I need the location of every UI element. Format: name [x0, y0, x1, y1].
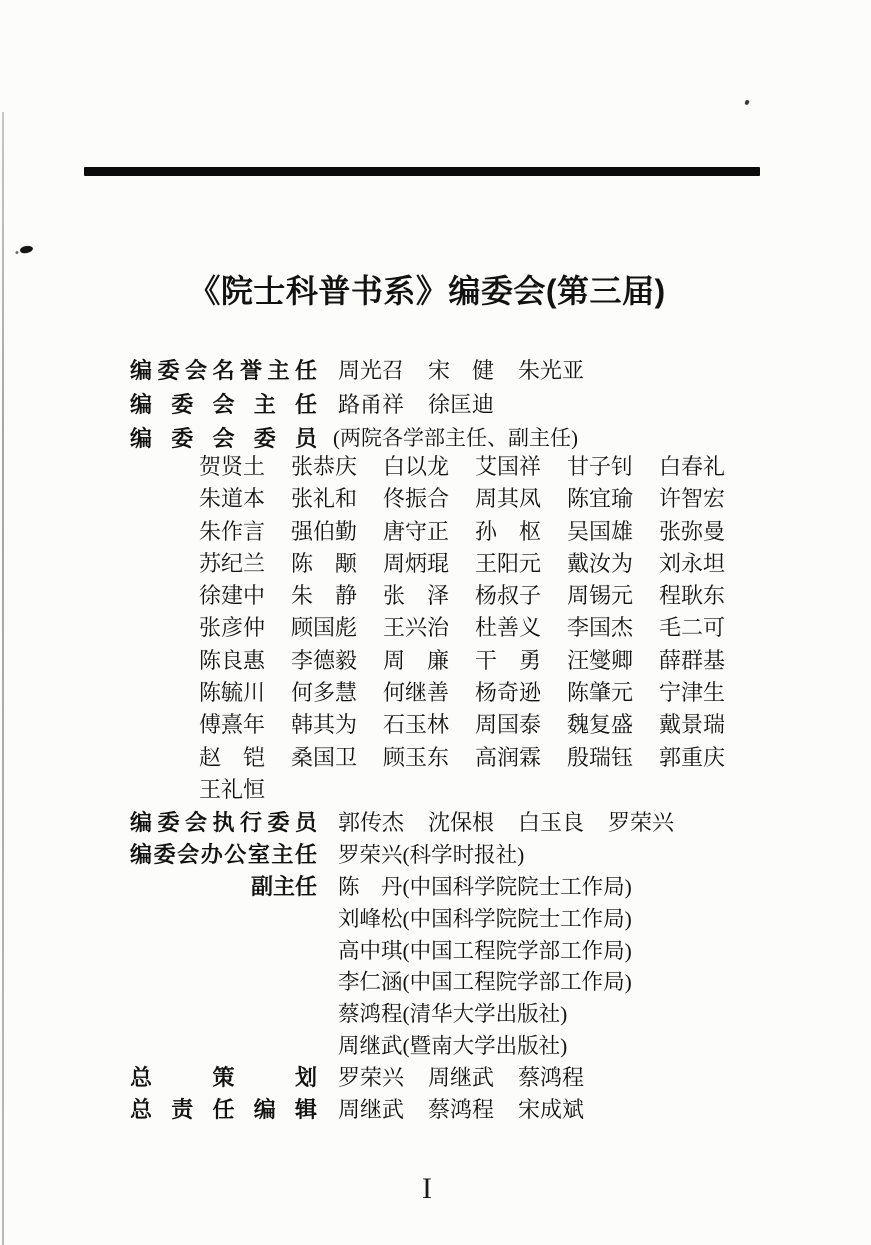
chief-editors-row: [130, 1092, 770, 1124]
chief-editors-label: 总责任编辑: [130, 1096, 317, 1122]
person-name: 苏纪兰: [199, 550, 266, 576]
deputy-director-entry: 周继武(暨南大学出版社): [338, 1033, 568, 1058]
person-name: 戴汝为: [567, 550, 634, 576]
deputy-director-row: [130, 965, 770, 997]
person-name: 蔡鸿程: [518, 1064, 585, 1090]
executive-members-row: [130, 806, 770, 838]
person-name: 白春礼: [659, 454, 726, 479]
person-name: 徐建中: [199, 583, 266, 609]
chairs-label: 编委会主任: [130, 391, 317, 417]
person-name: 张彦仲: [199, 615, 266, 641]
executive-members-names: [338, 806, 674, 837]
person-name: 李国杰: [567, 615, 634, 641]
members-row: [130, 420, 760, 454]
person-name: 郭重庆: [659, 744, 726, 770]
committee-header-rows: [130, 352, 760, 454]
person-name: 周继武: [428, 1064, 495, 1090]
person-name: 朱道本: [199, 486, 266, 512]
person-name: 徐匡迪: [428, 391, 495, 417]
ink-speck: [744, 99, 749, 105]
members-name-grid: [199, 451, 725, 806]
executive-members-label: 编委会执行委员: [130, 810, 317, 836]
person-name: 何继善: [383, 680, 450, 706]
deputy-director-entry: 李仁涵(中国工程院学部工作局): [338, 970, 632, 995]
person-name: 杨叔子: [475, 583, 542, 609]
person-name: 路甬祥: [338, 391, 405, 417]
person-name: 王兴治: [383, 615, 450, 641]
chairs-row: [130, 386, 760, 420]
chief-planner-names: [338, 1061, 584, 1092]
person-name: 顾国彪: [291, 615, 358, 641]
person-name: 周光召: [338, 357, 405, 383]
person-name: 朱 静: [291, 583, 358, 609]
person-name: 傅熹年: [199, 712, 266, 738]
person-name: 何多慧: [291, 680, 358, 706]
person-name: 罗荣兴: [608, 810, 675, 836]
office-director-label: 编委会办公室主任: [130, 842, 317, 868]
person-name: 唐守正: [383, 518, 450, 544]
person-name: 张 泽: [383, 583, 450, 609]
person-name: 周继武: [338, 1096, 405, 1122]
person-name: 陈良惠: [199, 647, 266, 673]
divider-rule: [84, 167, 760, 176]
deputy-director-entry: 刘峰松(中国科学院院士工作局): [338, 906, 632, 931]
person-name: 吴国雄: [567, 518, 634, 544]
chief-planner-row: [130, 1060, 770, 1092]
person-name: 贺贤土: [199, 454, 266, 479]
person-name: 石玉林: [383, 712, 450, 738]
chief-planner-label: 总策划: [130, 1064, 317, 1090]
person-name: 张恭庆: [291, 454, 358, 479]
members-label: 编委会委员: [130, 425, 317, 451]
person-name: 甘子钊: [567, 454, 634, 479]
scan-edge-line: [2, 112, 4, 1245]
person-name: 刘永坦: [659, 550, 726, 576]
person-name: 魏复盛: [567, 712, 634, 738]
person-name: 陈肇元: [567, 680, 634, 706]
person-name: 许智宏: [659, 486, 726, 512]
person-name: 王阳元: [475, 550, 542, 576]
person-name: 宁津生: [659, 680, 726, 706]
person-name: 顾玉东: [383, 744, 450, 770]
person-name: 强伯勤: [291, 518, 358, 544]
person-name: 高润霖: [475, 744, 542, 770]
person-name: 宋成斌: [518, 1096, 585, 1122]
person-name: 薛群基: [659, 647, 726, 673]
page-title: 《院士科普书系》编委会(第三届): [188, 273, 666, 309]
person-name: 杜善义: [475, 615, 542, 641]
person-name: 蔡鸿程: [428, 1096, 495, 1122]
person-name: 沈保根: [428, 810, 495, 836]
deputy-directors-label: 副主任: [250, 873, 317, 899]
honorary-chairs-row: [130, 352, 760, 386]
person-name: 周其凤: [475, 486, 542, 512]
person-name: 桑国卫: [291, 744, 358, 770]
person-name: 王礼恒: [199, 776, 266, 802]
person-name: 干 勇: [475, 647, 542, 673]
person-name: 朱光亚: [518, 357, 585, 383]
deputy-director-row: [130, 997, 770, 1029]
person-name: 朱作言: [199, 518, 266, 544]
person-name: 韩其为: [291, 712, 358, 738]
person-name: 陈毓川: [199, 680, 266, 706]
deputy-director-row: [130, 933, 770, 965]
person-name: 佟振合: [383, 486, 450, 512]
honorary-chairs-names: [338, 354, 584, 385]
person-name: 杨奇逊: [475, 680, 542, 706]
person-name: 周锡元: [567, 583, 634, 609]
ink-blot-mark: [19, 245, 33, 255]
person-name: 周炳琨: [383, 550, 450, 576]
person-name: 张礼和: [291, 486, 358, 512]
person-name: 戴景瑞: [659, 712, 726, 738]
person-name: 宋 健: [428, 357, 495, 383]
chief-editors-names: [338, 1093, 584, 1124]
person-name: 殷瑞钰: [567, 744, 634, 770]
person-name: 陈宜瑜: [567, 486, 634, 512]
deputy-director-entry: 陈 丹(中国科学院院士工作局): [338, 874, 632, 899]
deputy-director-entry: 蔡鸿程(清华大学出版社): [338, 1002, 568, 1027]
person-name: 白玉良: [518, 810, 585, 836]
members-note: (两院各学部主任、副主任): [333, 426, 578, 450]
chairs-names: [338, 388, 494, 419]
person-name: 孙 枢: [475, 518, 542, 544]
deputy-director-entry: 高中琪(中国工程院学部工作局): [338, 938, 632, 963]
office-director-entry: 罗荣兴(科学时报社): [338, 843, 525, 868]
person-name: 周 廉: [383, 647, 450, 673]
person-name: 李德毅: [291, 647, 358, 673]
person-name: 周国泰: [475, 712, 542, 738]
person-name: 汪燮卿: [567, 647, 634, 673]
person-name: 白以龙: [383, 454, 450, 479]
person-name: 张弥曼: [659, 518, 726, 544]
person-name: 赵 铠: [199, 744, 266, 770]
deputy-director-row: [130, 1029, 770, 1061]
honorary-chairs-label: 编委会名誉主任: [130, 357, 317, 383]
deputy-director-row: [130, 901, 770, 933]
person-name: 陈 颙: [291, 550, 358, 576]
deputy-director-row: [130, 870, 770, 902]
person-name: 罗荣兴: [338, 1064, 405, 1090]
person-name: 毛二可: [659, 615, 726, 641]
person-name: 郭传杰: [338, 810, 405, 836]
person-name: 程耿东: [659, 583, 726, 609]
page-number: I: [422, 1172, 432, 1205]
office-director-row: [130, 838, 770, 870]
person-name: 艾国祥: [475, 454, 542, 479]
committee-footer-rows: [130, 806, 770, 1124]
